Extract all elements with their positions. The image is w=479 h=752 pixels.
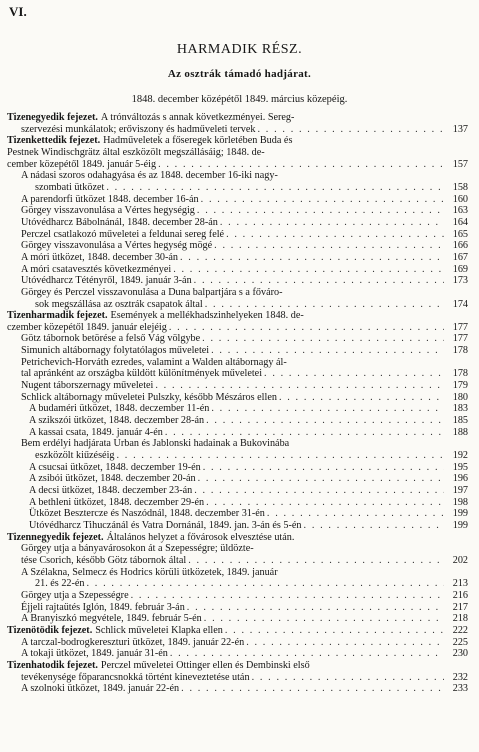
leader-dots xyxy=(304,520,444,532)
entry-text: sok megszállása az osztrák csapatok által xyxy=(35,298,203,310)
entry-text: Görgey utja a Szepességre xyxy=(21,589,129,601)
page-ref: 213 xyxy=(452,578,468,590)
entry-text: A zsibói ütközet, 1848. deczember 20-án xyxy=(29,473,196,485)
leader-dots xyxy=(267,508,444,520)
entry-line xyxy=(7,170,468,182)
page-ref: 180 xyxy=(452,391,468,403)
section-entry xyxy=(7,613,468,625)
page-ref: 185 xyxy=(452,415,468,427)
page-ref: 179 xyxy=(452,380,468,392)
page-ref: 163 xyxy=(452,205,468,217)
entry-text: Simunich altábornagy folytatólagos műveletei xyxy=(21,345,210,357)
page-ref: 199 xyxy=(452,508,468,520)
leader-dots xyxy=(258,124,444,136)
entry-line xyxy=(7,660,468,672)
section-entry xyxy=(7,590,468,602)
entry-text: A szolnoki ütközet, 1849. január 22-én xyxy=(21,683,180,695)
entry-line xyxy=(7,427,468,439)
page-ref: 164 xyxy=(452,216,468,228)
entry-text: eszközölt kiűzéséig xyxy=(35,450,115,462)
page-ref: 178 xyxy=(452,345,468,357)
entry-text: A nádasi szoros odahagyása és az 1848. december 16-iki nagy- xyxy=(21,170,278,182)
section-entry xyxy=(7,380,468,392)
entry-line xyxy=(7,520,468,532)
entry-line xyxy=(7,497,468,509)
entry-text: Schlick műveletei Klapka ellen xyxy=(95,624,223,636)
entry-text: Perczel csatlakozó műveletei a feldunai sereg felé xyxy=(21,228,225,240)
page-ref: 216 xyxy=(452,589,468,601)
table-of-contents xyxy=(7,112,468,695)
entry-line xyxy=(7,124,468,136)
entry-text: Nugent táborszernagy műveletei xyxy=(21,380,154,392)
chapter-entry xyxy=(7,660,468,683)
page-ref: 178 xyxy=(452,368,468,380)
page-ref: 188 xyxy=(452,426,468,438)
page-ref: 202 xyxy=(452,554,468,566)
entry-line xyxy=(7,648,468,660)
entry-line xyxy=(7,322,468,334)
entry-line xyxy=(7,240,468,252)
section-entry xyxy=(7,194,468,206)
page-ref: 195 xyxy=(452,461,468,473)
leader-dots xyxy=(169,322,444,334)
section-entry xyxy=(7,427,468,439)
section-entry xyxy=(7,252,468,264)
page-ref: 192 xyxy=(452,450,468,462)
page-ref: 167 xyxy=(452,251,468,263)
section-entry xyxy=(7,567,468,590)
entry-text: Utóvédharcz Tihuczánál és Vatra Dornánál, 1849. jan. 3-án és 5-én xyxy=(29,519,302,531)
leader-dots xyxy=(206,497,444,509)
entry-text: tal apránként az országba küldött különítmények műveletei xyxy=(21,368,263,380)
entry-line xyxy=(7,135,468,147)
entry-line xyxy=(7,438,468,450)
page-ref: 196 xyxy=(452,473,468,485)
leader-dots xyxy=(117,450,445,462)
entry-text: A budaméri ütközet, 1848. deczember 11-én xyxy=(29,403,210,415)
leader-dots xyxy=(214,240,444,252)
leader-dots xyxy=(197,205,444,217)
entry-line xyxy=(7,194,468,206)
chapter-entry xyxy=(7,625,468,637)
entry-text: Éjjeli rajtaütés Iglón, 1849. február 3-án xyxy=(21,601,185,613)
entry-text: szervezési munkálatok; erőviszony és hadműveleti tervek xyxy=(21,123,256,135)
entry-text: A móri ütközet, 1848. december 30-án xyxy=(21,251,179,263)
page-ref: 160 xyxy=(452,193,468,205)
leader-dots xyxy=(155,380,444,392)
section-entry xyxy=(7,415,468,427)
entry-text: czember közepétől 1849. január elejéig xyxy=(7,321,167,333)
page-ref: 183 xyxy=(452,403,468,415)
leader-dots xyxy=(226,229,444,241)
page-ref: 174 xyxy=(452,298,468,310)
page-ref: 158 xyxy=(452,181,468,193)
page-ref: 225 xyxy=(452,636,468,648)
section-entry xyxy=(7,205,468,217)
section-entry xyxy=(7,357,468,380)
leader-dots xyxy=(203,462,444,474)
entry-text: A tokaji ütközet, 1849. január 31-én xyxy=(21,648,168,660)
entry-text: Általános helyzet a fővárosok elvesztése után. xyxy=(106,531,295,543)
entry-text: Petrichevich-Horváth ezredes, valamint a Walden altábornagy ál- xyxy=(21,356,287,368)
entry-text: Hadműveletek a főseregek körletében Buda és xyxy=(103,135,293,147)
section-entry xyxy=(7,637,468,649)
entry-line xyxy=(7,567,468,579)
entry-line xyxy=(7,333,468,345)
chapter-label: Tizenkettedik fejezet. xyxy=(7,135,101,147)
entry-text: A kassai csata, 1849. január 4-én xyxy=(29,426,163,438)
page-ref: 197 xyxy=(452,485,468,496)
section-entry xyxy=(7,170,468,193)
leader-dots xyxy=(170,648,444,660)
page-ref: 218 xyxy=(452,613,468,625)
page-number: VI. xyxy=(9,4,27,19)
chapter-entry xyxy=(7,532,468,567)
entry-text: Görgey visszavonulása a Vértes hegység mögé xyxy=(21,240,213,252)
page-ref: 230 xyxy=(452,648,468,660)
leader-dots xyxy=(194,485,444,497)
page-ref: 198 xyxy=(452,496,468,508)
section-entry xyxy=(7,485,468,497)
section-entry xyxy=(7,264,468,276)
entry-line xyxy=(7,299,468,311)
period-line: 1848. december középétől 1849. március közepéig. xyxy=(131,94,348,105)
entry-line xyxy=(7,415,468,427)
section-entry xyxy=(7,287,468,310)
entry-text: Utóvédharcz Tétényről, 1849. január 3-án xyxy=(21,275,192,287)
page-ref: 199 xyxy=(452,519,468,531)
entry-line xyxy=(7,485,468,497)
chapter-entry xyxy=(7,310,468,333)
entry-text: Schlick altábornagy műveletei Pulszky, később Mészáros ellen xyxy=(21,391,277,403)
entry-line xyxy=(7,637,468,649)
entry-line xyxy=(7,147,468,159)
entry-line xyxy=(7,462,468,474)
entry-text: A decsi ütközet, 1848. deczember 23-án xyxy=(29,485,193,496)
entry-text: Utóvédharcz Bábolnánál, 1848. december 28-án xyxy=(21,216,218,228)
entry-text: Ütközet Besztercze és Naszódnál, 1848. deczember 31-én xyxy=(29,508,265,520)
section-entry xyxy=(7,497,468,509)
entry-text: Perczel műveletei Ottinger ellen és Dembinski első xyxy=(100,659,310,671)
entry-line xyxy=(7,310,468,322)
leader-dots xyxy=(180,252,444,264)
entry-line xyxy=(7,683,468,695)
section-entry xyxy=(7,602,468,614)
part-subtitle: Az osztrák támadó hadjárat. xyxy=(167,68,312,80)
entry-line xyxy=(7,275,468,287)
entry-text: Pestnek Windischgrätz által eszközölt megszállásáig; 1848. de- xyxy=(7,146,265,158)
section-entry xyxy=(7,275,468,287)
leader-dots xyxy=(173,264,444,276)
section-entry xyxy=(7,683,468,695)
entry-text: tevékenysége főparancsnokká történt kineveztetése után xyxy=(21,671,250,683)
entry-line xyxy=(7,590,468,602)
entry-text: Götz tábornok betörése a felső Vág völgybe xyxy=(21,333,201,345)
entry-line xyxy=(7,543,468,555)
entry-line xyxy=(7,287,468,299)
entry-text: A Szélakna, Selmecz és Hodrics körüli ütközetek, 1849. január xyxy=(21,566,278,578)
entry-line xyxy=(7,252,468,264)
leader-dots xyxy=(165,427,444,439)
page-ref: 173 xyxy=(452,275,468,287)
entry-text: A szikszói ütközet, 1848. deczember 28-án xyxy=(29,415,205,427)
chapter-label: Tizenhatodik fejezet. xyxy=(7,659,98,671)
leader-dots xyxy=(220,217,444,229)
section-entry xyxy=(7,333,468,345)
leader-dots xyxy=(205,299,444,311)
section-entry xyxy=(7,392,468,404)
chapter-entry xyxy=(7,135,468,170)
page-ref: 233 xyxy=(452,683,468,695)
page-ref: 217 xyxy=(452,601,468,613)
entry-line xyxy=(7,345,468,357)
leader-dots xyxy=(131,590,444,602)
page-ref: 166 xyxy=(452,240,468,252)
entry-line xyxy=(7,508,468,520)
part-title: HARMADIK RÉSZ. xyxy=(176,42,303,57)
entry-line xyxy=(7,380,468,392)
section-entry xyxy=(7,240,468,252)
entry-text: Görgey visszavonulása a Vértes hegységig xyxy=(21,205,195,217)
page-ref: 177 xyxy=(452,321,468,333)
entry-line xyxy=(7,473,468,485)
entry-line xyxy=(7,403,468,415)
entry-text: A tarczal-bodrogkereszturi ütközet, 1849. január 22-én xyxy=(21,636,245,648)
entry-text: szombati ütközet xyxy=(35,181,105,193)
entry-line xyxy=(7,264,468,276)
entry-text: Görgey és Perczel visszavonulása a Duna balpartjára s a főváro- xyxy=(21,286,283,298)
entry-line xyxy=(7,112,468,124)
chapter-label: Tizenegyedik fejezet. xyxy=(7,112,98,123)
leader-dots xyxy=(194,275,444,287)
entry-text: A csucsai ütközet, 1848. deczember 19-én xyxy=(29,461,201,473)
leader-dots xyxy=(198,473,444,485)
leader-dots xyxy=(206,415,444,427)
entry-line xyxy=(7,159,468,171)
entry-line xyxy=(7,578,468,590)
section-entry xyxy=(7,229,468,241)
chapter-label: Tizenharmadik fejezet. xyxy=(7,310,108,322)
entry-line xyxy=(7,182,468,194)
entry-text: tése Csorich, később Götz tábornok által xyxy=(21,554,187,566)
page-ref: 137 xyxy=(452,123,468,135)
entry-text: A móri csatavesztés következményei xyxy=(21,263,172,275)
section-entry xyxy=(7,462,468,474)
entry-text: Görgey utja a bányavárosokon át a Szepességre; üldözte- xyxy=(21,543,254,555)
leader-dots xyxy=(106,182,444,194)
section-entry xyxy=(7,345,468,357)
page-ref: 165 xyxy=(452,228,468,240)
section-entry xyxy=(7,217,468,229)
entry-text: A parendorfi ütközet 1848. december 16-án xyxy=(21,193,199,205)
leader-dots xyxy=(201,194,444,206)
leader-dots xyxy=(202,333,444,345)
entry-line xyxy=(7,450,468,462)
leader-dots xyxy=(211,403,444,415)
chapter-entry xyxy=(7,112,468,135)
leader-dots xyxy=(279,392,444,404)
entry-line xyxy=(7,357,468,369)
entry-line xyxy=(7,205,468,217)
page-ref: 232 xyxy=(452,671,468,683)
leader-dots xyxy=(204,613,444,625)
chapter-label: Tizennegyedik fejezet. xyxy=(7,531,104,543)
page-ref: 169 xyxy=(452,263,468,275)
entry-line xyxy=(7,368,468,380)
section-entry xyxy=(7,520,468,532)
leader-dots xyxy=(264,368,444,380)
leader-dots xyxy=(225,625,444,637)
leader-dots xyxy=(158,159,444,171)
chapter-label: Tizenötödik fejezet. xyxy=(7,624,93,636)
entry-line xyxy=(7,555,468,567)
entry-line xyxy=(7,672,468,684)
leader-dots xyxy=(87,578,444,590)
section-entry xyxy=(7,508,468,520)
leader-dots xyxy=(187,602,444,614)
section-entry xyxy=(7,438,468,461)
entry-text: 21. és 22-én xyxy=(35,578,85,590)
entry-text: A trónváltozás s annak következményei. Sereg- xyxy=(100,112,295,123)
entry-line xyxy=(7,532,468,544)
page-ref: 157 xyxy=(452,158,468,170)
entry-line xyxy=(7,602,468,614)
page-ref: 177 xyxy=(452,333,468,345)
page-ref: 222 xyxy=(452,624,468,636)
leader-dots xyxy=(211,345,444,357)
entry-text: A bethleni ütközet, 1848. deczember 29-én xyxy=(29,496,205,508)
leader-dots xyxy=(188,555,444,567)
section-entry xyxy=(7,648,468,660)
entry-line xyxy=(7,217,468,229)
entry-line xyxy=(7,613,468,625)
leader-dots xyxy=(252,672,444,684)
entry-line xyxy=(7,229,468,241)
section-entry xyxy=(7,473,468,485)
leader-dots xyxy=(181,683,444,695)
entry-text: Bem erdélyi hadjárata Urban és Jablonski hadainak a Bukovinába xyxy=(21,438,290,450)
leader-dots xyxy=(246,637,444,649)
entry-text: Események a mellékhadszinhelyeken 1848. de- xyxy=(110,310,304,322)
entry-line xyxy=(7,392,468,404)
entry-text: A Branyiszkó megvétele, 1849. február 5-én xyxy=(21,613,202,625)
entry-text: cember közepétől 1849. január 5-éig xyxy=(7,158,157,170)
section-entry xyxy=(7,403,468,415)
entry-line xyxy=(7,625,468,637)
